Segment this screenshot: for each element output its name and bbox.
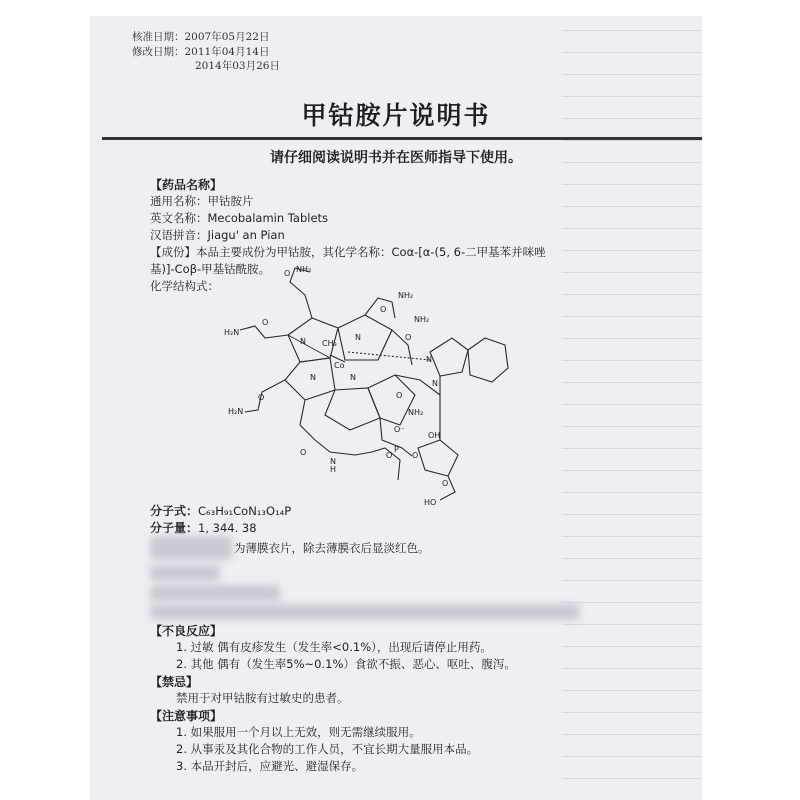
n-label-1: N bbox=[300, 337, 306, 346]
oh-label: OH bbox=[428, 431, 441, 440]
n-label-5: N bbox=[426, 355, 432, 364]
n-label-6: N bbox=[432, 379, 438, 388]
adverse-item-1: 1. 过敏 偶有皮疹发生（发生率<0.1%），出现后请停止用药。 bbox=[176, 640, 492, 654]
n-amide: N bbox=[330, 457, 336, 466]
o-minus-label: O⁻ bbox=[394, 425, 405, 434]
p-label: P bbox=[394, 445, 399, 454]
composition-line-2: 基)]-Coβ-甲基钴酰胺。 bbox=[150, 262, 271, 276]
generic-name: 通用名称：甲钴胺片 bbox=[150, 194, 254, 208]
nh2-right: NH₂ bbox=[414, 315, 430, 324]
o-phosphate-1: O bbox=[386, 451, 393, 460]
o-phosphate-2: O bbox=[412, 451, 419, 460]
co-label: Co bbox=[334, 361, 345, 370]
weight-value: 1, 344. 38 bbox=[198, 521, 257, 535]
approval-date: 核准日期：2007年05月22日 bbox=[132, 31, 270, 43]
contraindications-text: 禁用于对甲钴胺有过敏史的患者。 bbox=[176, 691, 349, 705]
weight-label: 分子量： bbox=[150, 521, 199, 535]
ho-label: HO bbox=[424, 498, 437, 507]
usage-notice: 请仔细阅读说明书并在医师指导下使用。 bbox=[270, 150, 522, 166]
o-right: O bbox=[405, 333, 412, 342]
adverse-item-2: 2. 其他 偶有（发生率5%~0.1%）食欲不振、恶心、呕吐、腹泻。 bbox=[176, 657, 516, 671]
n-label-4: N bbox=[350, 373, 356, 382]
h2n-lower-left: H₂N bbox=[228, 407, 244, 416]
structure-label: 化学结构式： bbox=[150, 279, 219, 293]
n-label-3: N bbox=[310, 373, 316, 382]
h-amide: H bbox=[330, 465, 337, 474]
formula-label: 分子式： bbox=[150, 504, 199, 518]
contraindications-heading: 【禁忌】 bbox=[150, 675, 199, 689]
precautions-item-2: 2. 从事汞及其化合物的工作人员，不宜长期大量服用本品。 bbox=[176, 742, 479, 756]
o-sugar-ring: O bbox=[442, 479, 449, 488]
appearance-text: 为薄膜衣片，除去薄膜衣后显淡红色。 bbox=[234, 541, 430, 555]
revision-date-2: 2014年03月26日 bbox=[195, 60, 280, 72]
redacted-block-2 bbox=[150, 565, 220, 581]
redacted-block-1 bbox=[150, 536, 232, 560]
formula-row bbox=[150, 502, 291, 519]
pinyin-name: 汉语拼音：Jiagu' an Pian bbox=[150, 228, 285, 242]
revision-date-1: 修改日期：2011年04月14日 bbox=[132, 45, 270, 58]
weight-row bbox=[150, 519, 257, 536]
nh2-top-right: NH₂ bbox=[398, 291, 414, 300]
redacted-block-3 bbox=[150, 585, 280, 601]
precautions-item-3: 3. 本品开封后，应避光、避湿保存。 bbox=[176, 759, 364, 773]
document-title: 甲钴胺片说明书 bbox=[301, 101, 491, 130]
composition-line-1: 【成份】本品主要成份为甲钴胺，其化学名称：Coα-[α-(5, 6-二甲基苯并咪唑 bbox=[150, 245, 546, 259]
precautions-heading: 【注意事项】 bbox=[150, 709, 223, 723]
nh2-top: NH₂ bbox=[296, 265, 312, 274]
nh2-lower-right: NH₂ bbox=[408, 408, 424, 417]
ch3-label: CH₃ bbox=[322, 339, 337, 348]
o-lower-right: O bbox=[396, 391, 403, 400]
formula-value: C₆₃H₉₁CoN₁₃O₁₄P bbox=[198, 504, 292, 518]
drug-name-heading: 【药品名称】 bbox=[150, 178, 223, 192]
o-top-right: O bbox=[380, 305, 387, 314]
o-top: O bbox=[284, 269, 291, 278]
precautions-item-1: 1. 如果服用一个月以上无效，则无需继续服用。 bbox=[176, 725, 421, 739]
o-lower-left: O bbox=[258, 393, 265, 402]
n-label-2: N bbox=[355, 333, 361, 342]
h2n-left: H₂N bbox=[224, 328, 240, 337]
o-left: O bbox=[262, 318, 269, 327]
redacted-block-4 bbox=[150, 604, 580, 620]
english-name: 英文名称：Mecobalamin Tablets bbox=[150, 211, 329, 225]
adverse-heading: 【不良反应】 bbox=[150, 624, 223, 638]
o-amide: O bbox=[300, 448, 307, 457]
